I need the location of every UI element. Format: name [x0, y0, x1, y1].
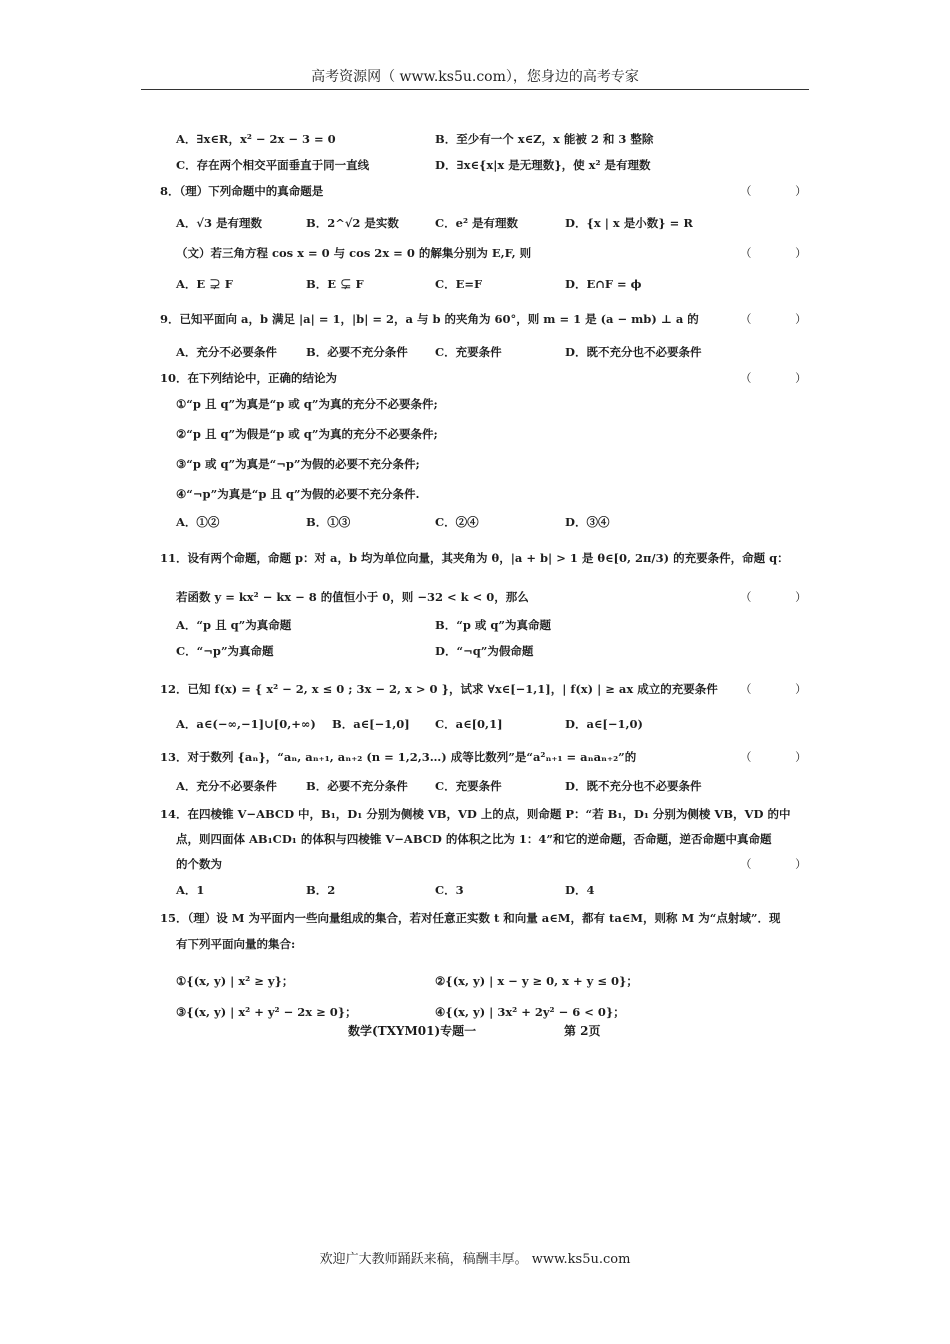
q11-option-d: D．“¬q”为假命题: [435, 644, 534, 658]
q10-statement-4: ④“¬p”为真是“p 且 q”为假的必要不充分条件.: [176, 487, 420, 501]
question-11-stem-cont: 若函数 y = kx² − kx − 8 的值恒小于 0，则 −32 < k < 0，那么: [176, 590, 529, 604]
q15-set-4: ④{(x, y) | 3x² + 2y² − 6 < 0}；: [435, 1005, 625, 1019]
answer-bracket: （ ）: [740, 184, 827, 198]
question-14-line-1: 14．在四棱锥 V−ABCD 中，B₁，D₁ 分别为侧棱 VB，VD 上的点，则命题 P：“若 B₁，D₁ 分别为侧棱 VB，VD 的中: [160, 807, 791, 821]
question-9-stem: 9．已知平面向 a，b 满足 |a| = 1，|b| = 2，a 与 b 的夹角为 60°，则 m = 1 是 (a − mb) ⊥ a 的: [160, 312, 699, 326]
q9-option-a: A．充分不必要条件: [176, 345, 277, 359]
q11-option-c: C．“¬p”为真命题: [176, 644, 274, 658]
q9-option-b: B．必要不充分条件: [306, 345, 408, 359]
option-b: B．至少有一个 x∈Z，x 能被 2 和 3 整除: [435, 132, 654, 146]
page-header: 高考资源网（ www.ks5u.com），您身边的高考专家: [311, 69, 639, 85]
q12-option-b: B．a∈[−1,0]: [332, 717, 410, 731]
q14-option-a: A．1: [176, 883, 205, 897]
question-8-stem: 8．（理）下列命题中的真命题是: [160, 184, 324, 198]
answer-bracket: （ ）: [740, 682, 827, 696]
answer-bracket: （ ）: [740, 371, 827, 385]
answer-bracket: （ ）: [740, 750, 827, 764]
q8-option-a: A．√3 是有理数: [176, 216, 262, 230]
q8-option-d: D．{x | x 是小数} = R: [565, 216, 693, 230]
question-8-wen-stem: （文）若三角方程 cos x = 0 与 cos 2x = 0 的解集分别为 E,F, 则: [176, 246, 532, 260]
q8-option-b: B．2^√2 是实数: [306, 216, 399, 230]
q13-option-d: D．既不充分也不必要条件: [565, 779, 702, 793]
q11-option-b: B．“p 或 q”为真命题: [435, 618, 552, 632]
q10-statement-1: ①“p 且 q”为真是“p 或 q”为真的充分不必要条件;: [176, 397, 438, 411]
answer-bracket: （ ）: [740, 857, 827, 871]
question-13-stem: 13．对于数列 {aₙ}，“aₙ, aₙ₊₁, aₙ₊₂ (n = 1,2,3…) 成等比数列”是“a²ₙ₊₁ = aₙaₙ₊₂”的: [160, 750, 637, 764]
question-15-line-2: 有下列平面向量的集合:: [176, 937, 296, 951]
q14-option-c: C．3: [435, 883, 464, 897]
header-divider: [141, 89, 809, 90]
q12-option-a: A．a∈(−∞,−1]∪[0,+∞): [176, 717, 316, 731]
q8-option-c: C．e² 是有理数: [435, 216, 519, 230]
q10-statement-2: ②“p 且 q”为假是“p 或 q”为真的充分不必要条件;: [176, 427, 438, 441]
question-12-stem: 12．已知 f(x) = { x² − 2, x ≤ 0 ; 3x − 2, x > 0 }，试求 ∀x∈[−1,1]，| f(x) | ≥ ax 成立的充要条件: [160, 682, 718, 696]
question-10-stem: 10．在下列结论中，正确的结论为: [160, 371, 338, 385]
q8w-option-a: A．E ⊋ F: [176, 277, 233, 291]
q12-option-d: D．a∈[−1,0): [565, 717, 643, 731]
question-15-line-1: 15．（理）设 M 为平面内一些向量组成的集合，若对任意正实数 t 和向量 a∈M，都有 ta∈M，则称 M 为“点射域”．现: [160, 911, 781, 925]
q15-set-1: ①{(x, y) | x² ≥ y}；: [176, 974, 294, 988]
option-d: D．∃x∈{x|x 是无理数}，使 x² 是有理数: [435, 158, 651, 172]
q14-option-d: D．4: [565, 883, 595, 897]
footer-subject: 数学(TXYM01)专题一: [348, 1024, 477, 1038]
q10-option-c: C．②④: [435, 515, 479, 529]
question-11-stem: 11．设有两个命题，命题 p：对 a，b 均为单位向量，其夹角为 θ，|a + b| > 1 是 θ∈[0, 2π/3) 的充要条件，命题 q：: [160, 551, 789, 565]
q14-option-b: B．2: [306, 883, 336, 897]
q10-option-d: D．③④: [565, 515, 610, 529]
q10-statement-3: ③“p 或 q”为真是“¬p”为假的必要不充分条件;: [176, 457, 420, 471]
answer-bracket: （ ）: [740, 590, 827, 604]
q8w-option-b: B．E ⊊ F: [306, 277, 364, 291]
q11-option-a: A．“p 且 q”为真命题: [176, 618, 292, 632]
q15-set-2: ②{(x, y) | x − y ≥ 0, x + y ≤ 0}；: [435, 974, 638, 988]
q13-option-b: B．必要不充分条件: [306, 779, 408, 793]
q9-option-d: D．既不充分也不必要条件: [565, 345, 702, 359]
q8w-option-d: D．E∩F = ϕ: [565, 277, 642, 291]
answer-bracket: （ ）: [740, 246, 827, 260]
option-a: A．∃x∈R，x² − 2x − 3 = 0: [176, 132, 336, 146]
option-c: C．存在两个相交平面垂直于同一直线: [176, 158, 370, 172]
q13-option-a: A．充分不必要条件: [176, 779, 277, 793]
q10-option-b: B．①③: [306, 515, 351, 529]
footer-page-number: 第 2页: [564, 1024, 601, 1038]
q9-option-c: C．充要条件: [435, 345, 502, 359]
q10-option-a: A．①②: [176, 515, 220, 529]
question-14-line-3: 的个数为: [176, 857, 222, 871]
q13-option-c: C．充要条件: [435, 779, 502, 793]
q15-set-3: ③{(x, y) | x² + y² − 2x ≥ 0}；: [176, 1005, 357, 1019]
q8w-option-c: C．E=F: [435, 277, 483, 291]
q12-option-c: C．a∈[0,1]: [435, 717, 503, 731]
question-14-line-2: 点，则四面体 AB₁CD₁ 的体积与四棱锥 V−ABCD 的体积之比为 1：4”和它的逆命题，否命题，逆否命题中真命题: [176, 832, 772, 846]
answer-bracket: （ ）: [740, 312, 827, 326]
page-bottom-banner: 欢迎广大教师踊跃来稿，稿酬丰厚。 www.ks5u.com: [319, 1252, 631, 1267]
